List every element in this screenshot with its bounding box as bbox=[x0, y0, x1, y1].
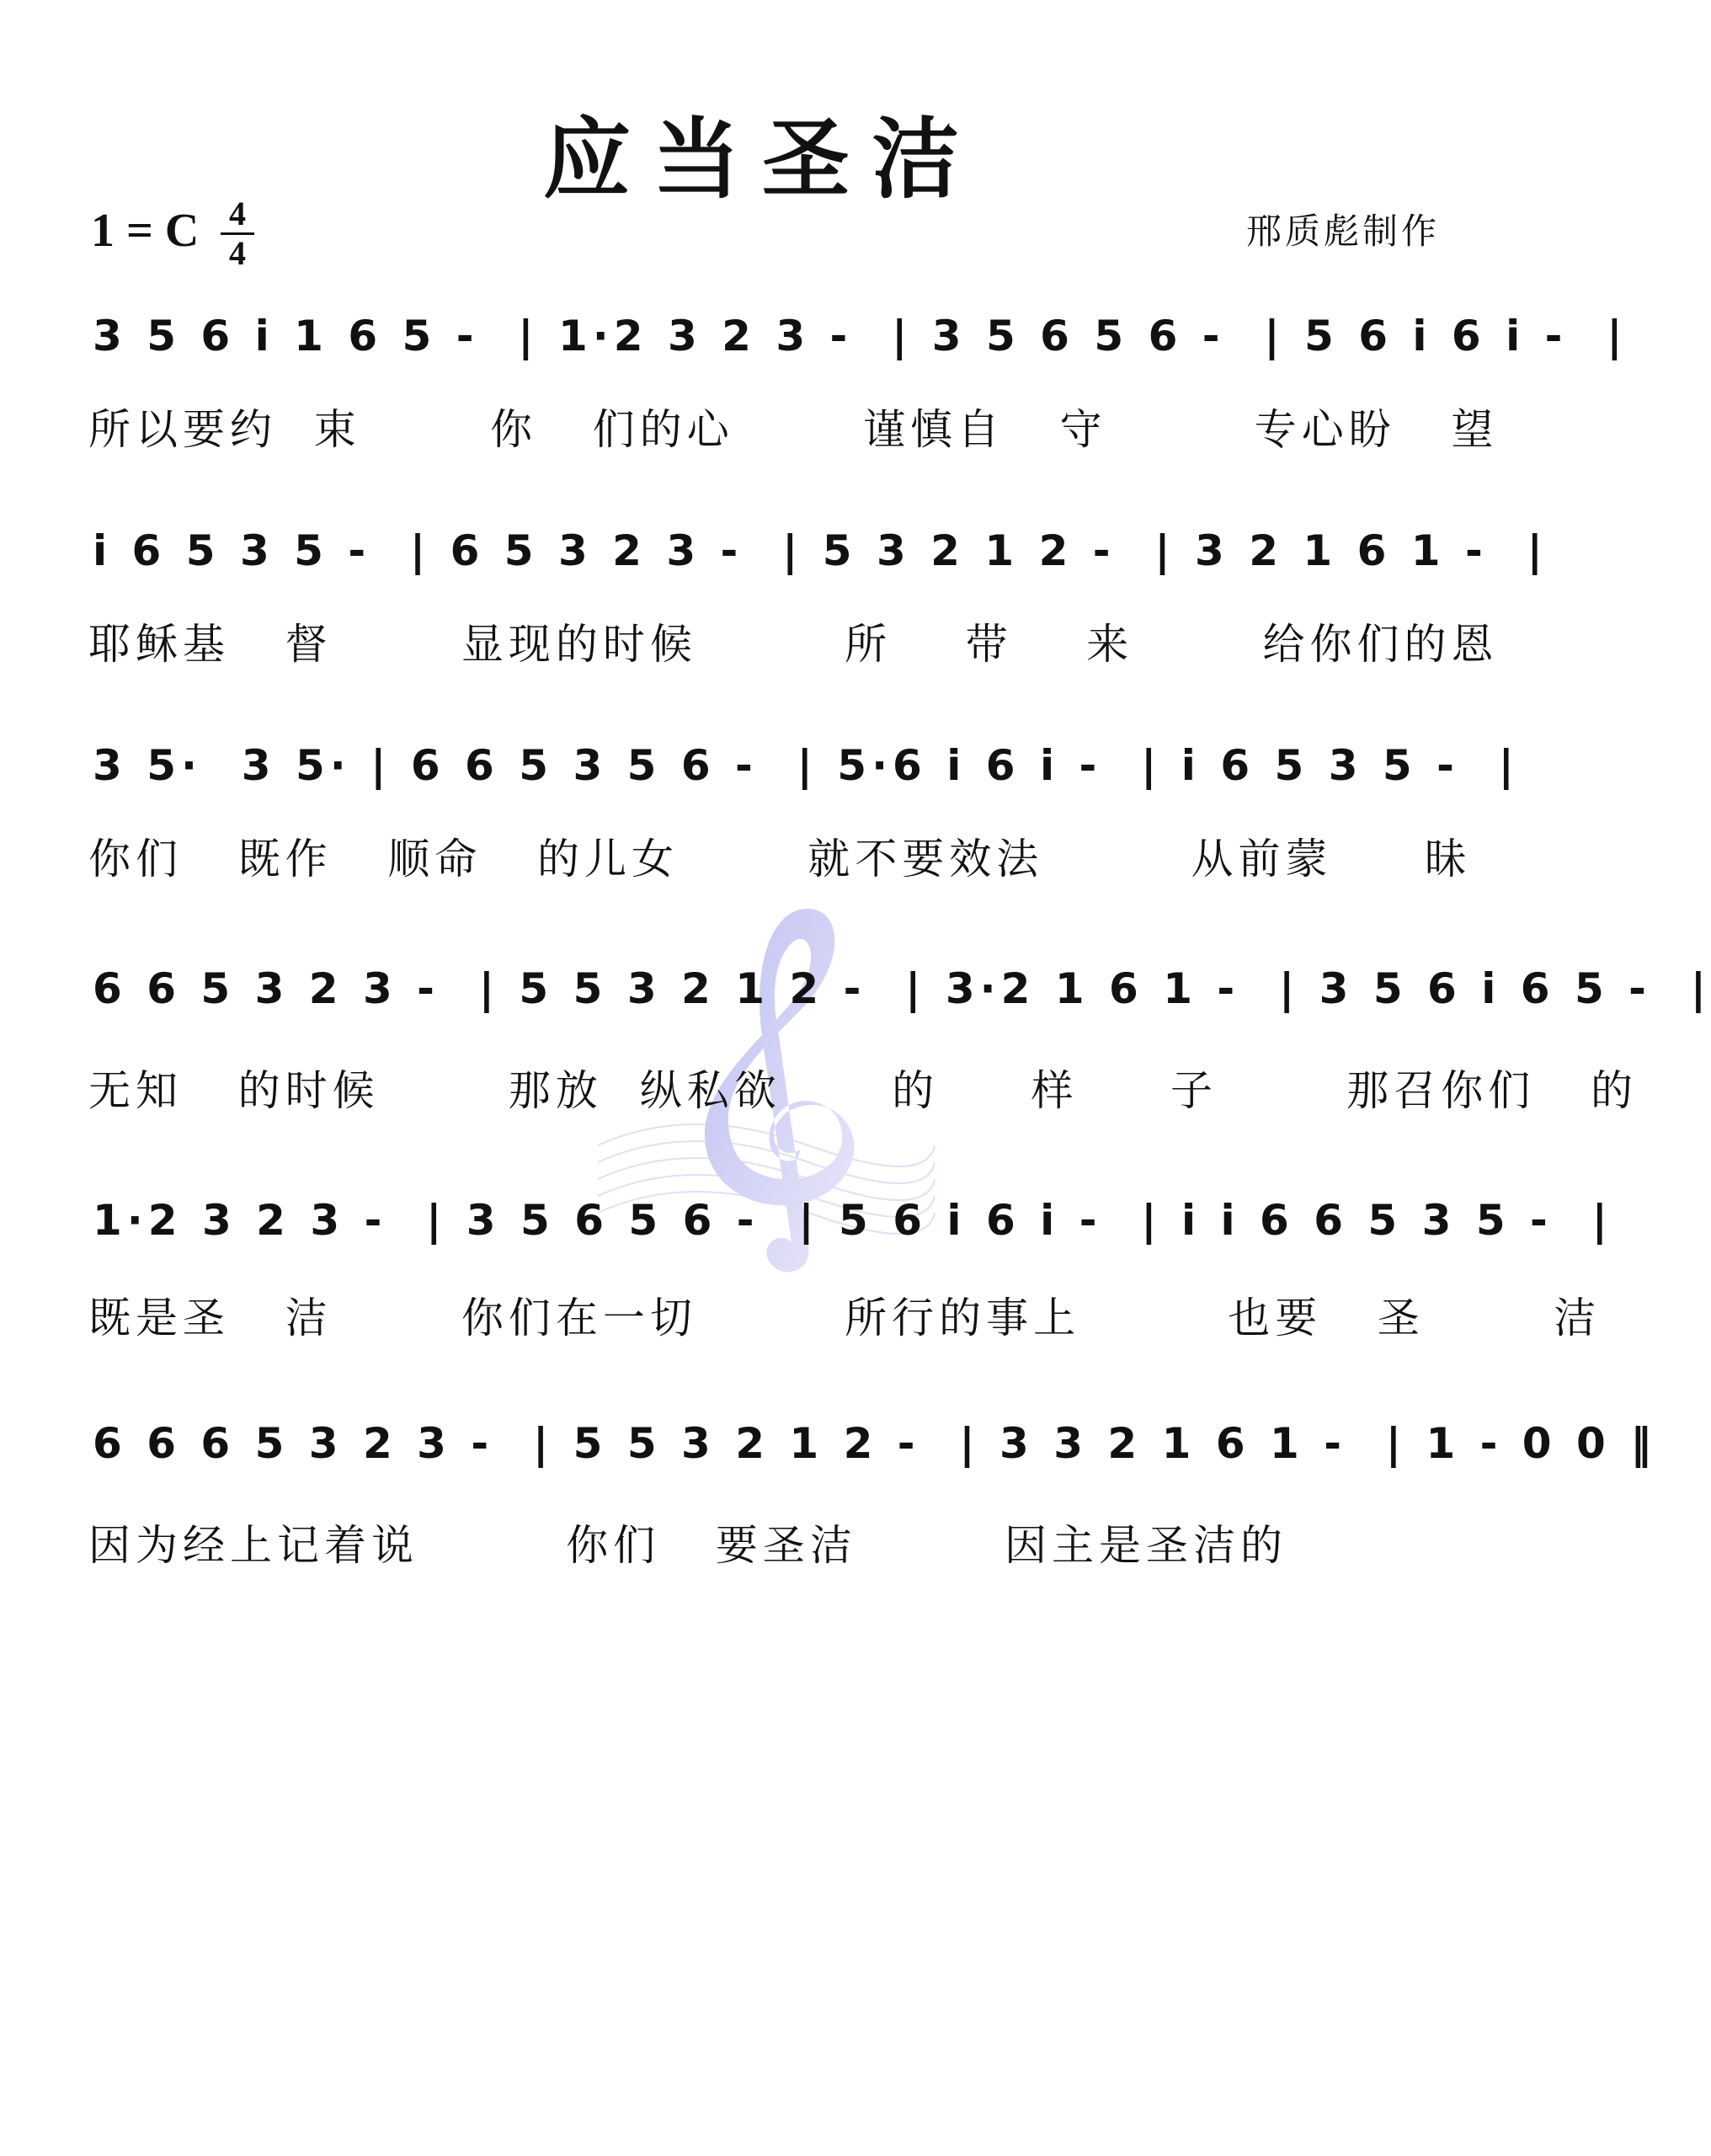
lyrics-row-2: 耶稣基 督 显现的时候 所 带 来 给你们的恩 bbox=[88, 620, 1499, 669]
lyrics-row-1: 所以要约 束 你 们的心 谨慎自 守 专心盼 望 bbox=[88, 405, 1499, 454]
notes-row-6: 6 6 6 5 3 2 3 - | 5 5 3 2 1 2 - | 3 3 2 1 6 1 - | 1 - 0 0 ‖ bbox=[93, 1419, 1657, 1468]
notes-row-5: 1·2 3 2 3 - | 3 5 6 5 6 - | 5 6 i 6 i - | i i 6 6 5 3 5 - | bbox=[93, 1196, 1612, 1245]
lyrics-row-5: 既是圣 洁 你们在一切 所行的事上 也要 圣 洁 bbox=[88, 1294, 1602, 1342]
notes-row-4: 6 6 5 3 2 3 - | 5 5 3 2 1 2 - | 3·2 1 6 1 - | 3 5 6 i 6 5 - | bbox=[93, 964, 1711, 1013]
lyrics-row-4: 无知 的时候 那放 纵私欲 的 样 子 那召你们 的 bbox=[88, 1066, 1638, 1115]
time-signature-bottom: 4 bbox=[229, 234, 246, 272]
lyrics-row-6: 因为经上记着说 你们 要圣洁 因主是圣洁的 bbox=[88, 1521, 1287, 1570]
credit: 邢质彪制作 bbox=[1245, 211, 1440, 252]
time-signature-top: 4 bbox=[229, 195, 246, 232]
song-title: 应当圣洁 bbox=[542, 107, 981, 211]
lyrics-row-3: 你们 既作 顺命 的儿女 就不要效法 从前蒙 昧 bbox=[88, 835, 1472, 883]
time-signature bbox=[221, 197, 254, 270]
notes-row-2: i 6 5 3 5 - | 6 5 3 2 3 - | 5 3 2 1 2 - | 3 2 1 6 1 - | bbox=[93, 526, 1548, 575]
notes-row-3: 3 5· 3 5· | 6 6 5 3 5 6 - | 5·6 i 6 i - | i 6 5 3 5 - | bbox=[93, 741, 1519, 790]
notes-row-1: 3 5 6 i 1 6 5 - | 1·2 3 2 3 - | 3 5 6 5 6 - | 5 6 i 6 i - | bbox=[93, 312, 1628, 360]
key-signature: 1 = C bbox=[91, 205, 200, 257]
